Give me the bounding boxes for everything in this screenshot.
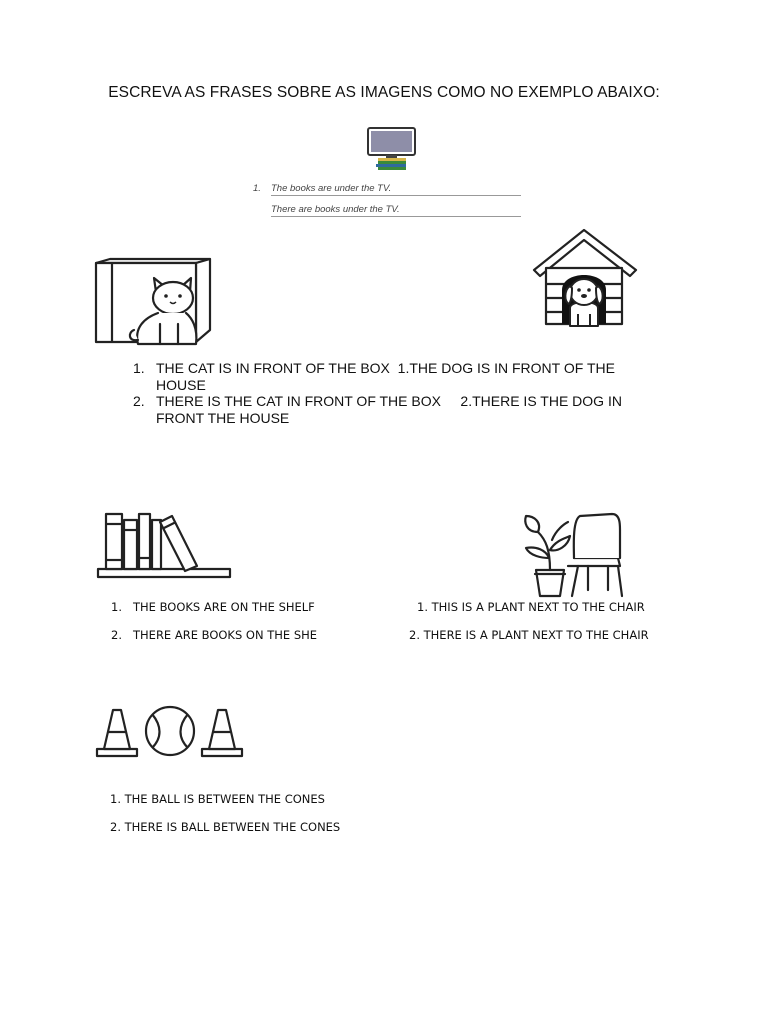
list-item: 2. THERE IS A PLANT NEXT TO THE CHAIR [409, 628, 649, 642]
list-item: THERE ARE BOOKS ON THE SHE [133, 628, 318, 642]
list-item: 1. THE BALL IS BETWEEN THE CONES [110, 792, 325, 806]
plant-chair-icon [522, 510, 626, 600]
cones-ball-icon [96, 704, 244, 760]
list-item-continuation: HOUSE [156, 377, 206, 393]
cat-box-icon [94, 258, 214, 350]
list-item: THERE IS THE CAT IN FRONT OF THE BOX 2.THERE IS THE DOG IN [156, 393, 622, 409]
example-line-1: The books are under the TV. [271, 183, 521, 196]
dog-house-icon [532, 228, 640, 340]
example-number: 1. [253, 183, 261, 194]
list-item-number: 1. [111, 600, 122, 614]
page-title: ESCREVA AS FRASES SOBRE AS IMAGENS COMO NO EXEMPLO ABAIXO: [108, 84, 660, 101]
list-item: 2. THERE IS BALL BETWEEN THE CONES [110, 820, 341, 834]
list-item-number: 2. [133, 393, 145, 409]
bookshelf-icon [96, 510, 234, 582]
list-item-continuation: FRONT THE HOUSE [156, 410, 290, 426]
list-item: THE CAT IS IN FRONT OF THE BOX 1.THE DOG IS IN FRONT OF THE [156, 360, 615, 376]
example-line-2: There are books under the TV. [271, 204, 521, 217]
list-item-number: 2. [111, 628, 122, 642]
list-item: THE BOOKS ARE ON THE SHELF [133, 600, 315, 614]
tv-on-books-icon [366, 126, 418, 172]
list-item: 1. THIS IS A PLANT NEXT TO THE CHAIR [417, 600, 645, 614]
list-item-number: 1. [133, 360, 145, 376]
